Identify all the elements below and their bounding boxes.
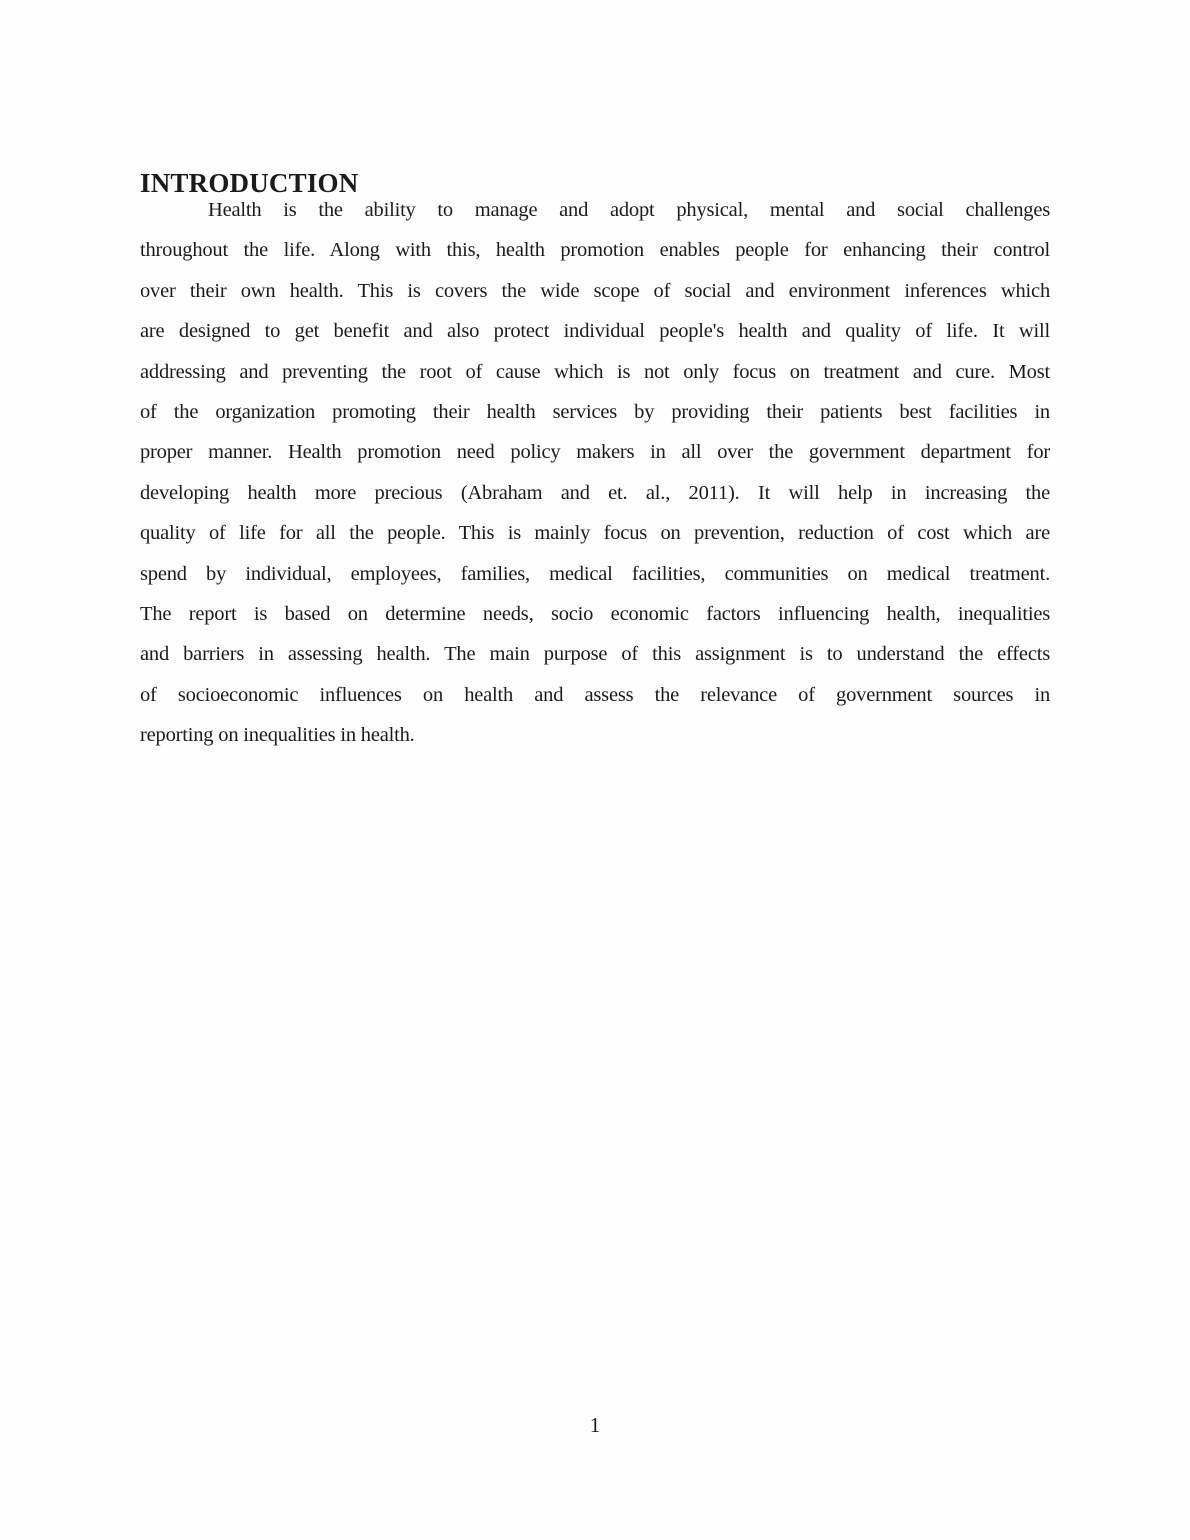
paragraph-line: of socioeconomic influences on health and assess the relevance of government sources in [140,683,1050,706]
intro-paragraph [140,190,1050,756]
paragraph-line: over their own health. This is covers the wide scope of social and environment inferences which [140,279,1050,302]
paragraph-line: throughout the life. Along with this, health promotion enables people for enhancing their control [140,239,1050,262]
paragraph-line: developing health more precious (Abraham and et. al., 2011). It will help in increasing the [140,481,1050,504]
paragraph-line: quality of life for all the people. This is mainly focus on prevention, reduction of cost which are [140,522,1050,545]
section-heading: INTRODUCTION [140,168,359,199]
paragraph-line: proper manner. Health promotion need policy makers in all over the government department for [140,441,1050,464]
paragraph-line: reporting on inequalities in health. [140,724,415,747]
paragraph-line: addressing and preventing the root of cause which is not only focus on treatment and cure. Most [140,360,1050,383]
paragraph-line: are designed to get benefit and also protect individual people's health and quality of life. It will [140,320,1050,343]
paragraph-line: Health is the ability to manage and adopt physical, mental and social challenges [208,199,1050,221]
page-number: 1 [589,1413,601,1437]
paragraph-line: and barriers in assessing health. The main purpose of this assignment is to understand the effects [140,643,1050,666]
paragraph-line: of the organization promoting their health services by providing their patients best facilities in [140,401,1050,424]
paragraph-line: spend by individual, employees, families, medical facilities, communities on medical treatment. [140,562,1050,585]
paragraph-line: The report is based on determine needs, socio economic factors influencing health, inequalities [140,603,1050,626]
